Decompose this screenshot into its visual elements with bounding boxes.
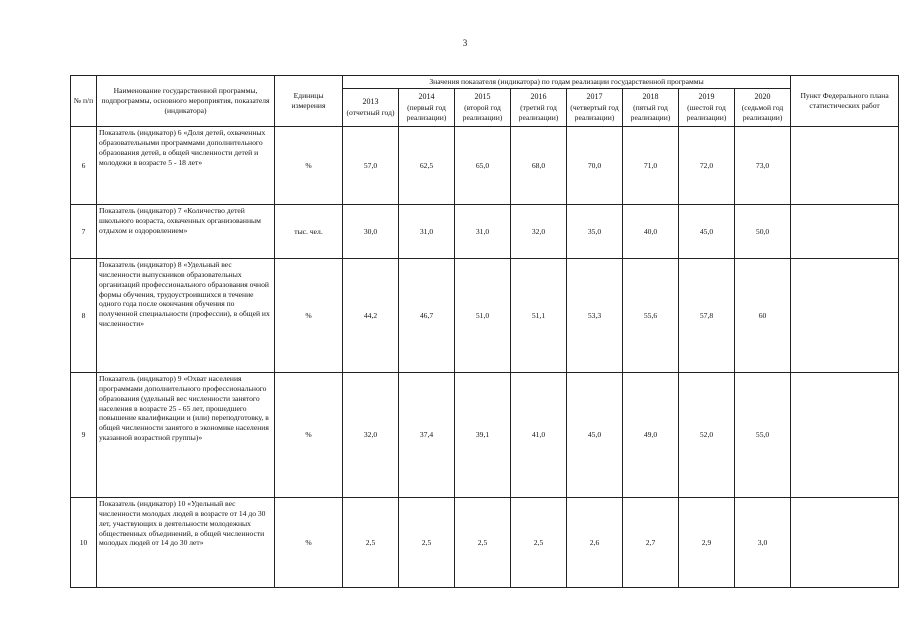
plan-cell	[791, 373, 899, 498]
value-cell-2015: 31,0	[455, 205, 511, 259]
value-cell-2020: 73,0	[735, 127, 791, 205]
value-cell-2014: 2,5	[399, 498, 455, 588]
indicator-name: Показатель (индикатор) 7 «Количество детей школьного возраста, охваченных организованным отдыхом и оздоровлением»	[97, 205, 275, 259]
header-year-2019	[679, 89, 735, 127]
header-plan: Пункт Федерального плана статистических работ	[791, 76, 899, 127]
value-cell-2013: 44,2	[343, 259, 399, 373]
header-name: Наименование государственной программы, подпрограммы, основного мероприятия, показателя (индикатора)	[97, 76, 275, 127]
header-year-note: (шестой год реализации)	[686, 102, 727, 122]
header-year-label: 2015	[474, 92, 491, 102]
value-cell-2015: 51,0	[455, 259, 511, 373]
table-row	[71, 259, 899, 373]
header-year-2016	[511, 89, 567, 127]
value-cell-2019: 52,0	[679, 373, 735, 498]
header-year-label: 2017	[586, 92, 603, 102]
value-cell-2017: 2,6	[567, 498, 623, 588]
header-year-2015	[455, 89, 511, 127]
plan-cell	[791, 127, 899, 205]
row-number: 8	[71, 259, 97, 373]
value-cell-2015: 39,1	[455, 373, 511, 498]
header-year-note: (первый год реализации)	[406, 102, 447, 122]
header-values-group: Значения показателя (индикатора) по годам реализации государственной программы	[343, 76, 791, 89]
value-cell-2014: 37,4	[399, 373, 455, 498]
header-year-2013	[343, 89, 399, 127]
value-cell-2016: 41,0	[511, 373, 567, 498]
table-row	[71, 127, 899, 205]
unit-cell: %	[275, 498, 343, 588]
row-number: 10	[71, 498, 97, 588]
row-number: 9	[71, 373, 97, 498]
value-cell-2018: 49,0	[623, 373, 679, 498]
value-cell-2014: 31,0	[399, 205, 455, 259]
value-cell-2013: 2,5	[343, 498, 399, 588]
value-cell-2019: 2,9	[679, 498, 735, 588]
table-row	[71, 205, 899, 259]
header-year-note: (седьмой год реализации)	[741, 102, 784, 122]
indicator-name: Показатель (индикатор) 6 «Доля детей, охваченных образовательными программами дополнительного образования детей, в общей численности детей и молодежи в возрасте 5 - 18 лет»	[97, 127, 275, 205]
value-cell-2016: 2,5	[511, 498, 567, 588]
value-cell-2016: 51,1	[511, 259, 567, 373]
header-year-label: 2018	[642, 92, 659, 102]
header-year-label: 2020	[754, 92, 771, 102]
header-year-note: (второй год реализации)	[462, 102, 503, 122]
value-cell-2014: 46,7	[399, 259, 455, 373]
value-cell-2015: 2,5	[455, 498, 511, 588]
value-cell-2016: 68,0	[511, 127, 567, 205]
header-units: Единицы измерения	[275, 76, 343, 127]
unit-cell: %	[275, 127, 343, 205]
header-year-note: (четвертый год реализации)	[570, 102, 619, 122]
value-cell-2017: 45,0	[567, 373, 623, 498]
table-row	[71, 373, 899, 498]
plan-cell	[791, 205, 899, 259]
table-body	[71, 127, 899, 588]
value-cell-2013: 30,0	[343, 205, 399, 259]
indicators-table	[70, 75, 899, 588]
unit-cell: %	[275, 259, 343, 373]
value-cell-2015: 65,0	[455, 127, 511, 205]
header-year-2020	[735, 89, 791, 127]
value-cell-2017: 70,0	[567, 127, 623, 205]
header-year-label: 2016	[530, 92, 547, 102]
page-number: 3	[462, 38, 468, 48]
value-cell-2019: 57,8	[679, 259, 735, 373]
value-cell-2013: 57,0	[343, 127, 399, 205]
indicator-name: Показатель (индикатор) 8 «Удельный вес численности выпускников образовательных организаций профессионального образования очной формы обучения, трудоустроившихся в течение одного года после окончания обучения по полученной специальности (профессии), в общей их численности»	[97, 259, 275, 373]
header-year-label: 2019	[698, 92, 715, 102]
value-cell-2020: 50,0	[735, 205, 791, 259]
value-cell-2018: 2,7	[623, 498, 679, 588]
table-row	[71, 498, 899, 588]
header-year-note: (третий год реализации)	[518, 102, 559, 122]
value-cell-2019: 45,0	[679, 205, 735, 259]
plan-cell	[791, 259, 899, 373]
value-cell-2017: 35,0	[567, 205, 623, 259]
plan-cell	[791, 498, 899, 588]
header-year-note: (отчетный год)	[346, 107, 395, 117]
indicator-name: Показатель (индикатор) 10 «Удельный вес численности молодых людей в возрасте от 14 до 30 лет, участвующих в деятельности молодежных общественных объединений, в общей численности молодых людей от 14 до 30 лет»	[97, 498, 275, 588]
row-number: 6	[71, 127, 97, 205]
header-year-label: 2014	[418, 92, 435, 102]
unit-cell: %	[275, 373, 343, 498]
value-cell-2013: 32,0	[343, 373, 399, 498]
header-year-2018	[623, 89, 679, 127]
value-cell-2020: 60	[735, 259, 791, 373]
value-cell-2018: 55,6	[623, 259, 679, 373]
unit-cell: тыс. чел.	[275, 205, 343, 259]
value-cell-2014: 62,5	[399, 127, 455, 205]
header-year-note: (пятый год реализации)	[630, 102, 671, 122]
value-cell-2019: 72,0	[679, 127, 735, 205]
header-year-2017	[567, 89, 623, 127]
row-number: 7	[71, 205, 97, 259]
header-year-2014	[399, 89, 455, 127]
value-cell-2018: 40,0	[623, 205, 679, 259]
value-cell-2017: 53,3	[567, 259, 623, 373]
value-cell-2020: 3,0	[735, 498, 791, 588]
header-year-label: 2013	[362, 97, 379, 107]
header-num: № п/п	[71, 76, 97, 127]
value-cell-2016: 32,0	[511, 205, 567, 259]
value-cell-2020: 55,0	[735, 373, 791, 498]
value-cell-2018: 71,0	[623, 127, 679, 205]
indicator-name: Показатель (индикатор) 9 «Охват населения программами дополнительного профессионального образования (удельный вес численности занятого населения в возрасте 25 - 65 лет, прошедшего повышение квалификации и (или) переподготовку, в общей численности занятого в экономике населения указанной возрастной группы)»	[97, 373, 275, 498]
